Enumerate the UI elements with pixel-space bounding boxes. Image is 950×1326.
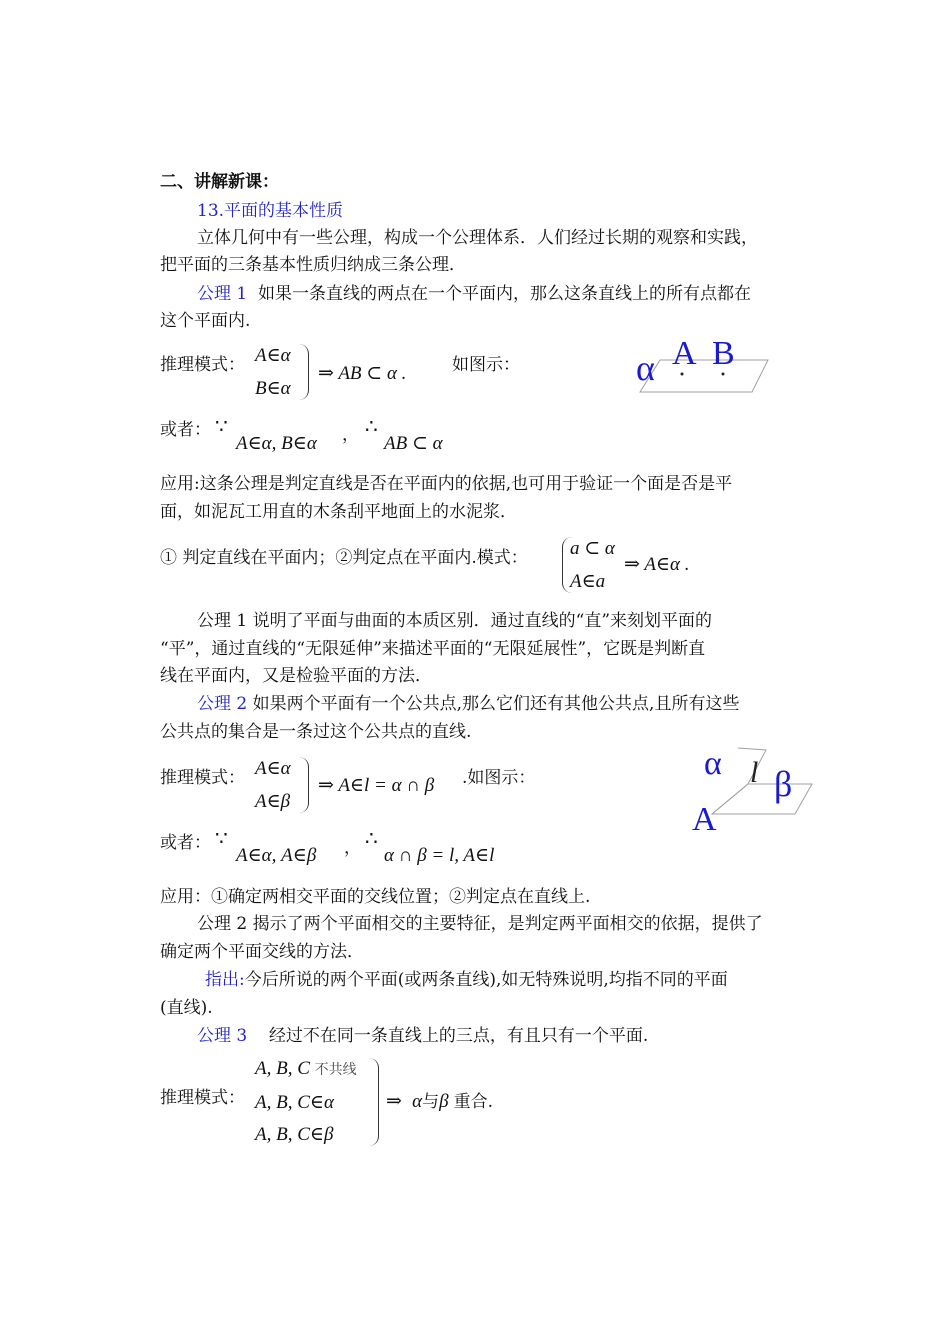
figure2-beta: β xyxy=(774,764,793,804)
axiom2-note-2: 确定两个平面交线的方法． xyxy=(160,942,364,962)
axiom2-text-1: 如果两个平面有一个公共点,那么它们还有其他公共点,且所有这些 xyxy=(252,694,740,714)
point-out-text: 今后所说的两个平面(或两条直线),如无特殊说明,均指不同的平面 xyxy=(244,970,728,990)
axiom1-or-conclusion: AB ⊂ α xyxy=(384,433,443,454)
axiom1-statement xyxy=(197,284,751,304)
because-symbol: ∵ xyxy=(215,416,228,438)
figure2-point-a-label: A xyxy=(692,801,717,835)
axiom2-label: 公理 2 xyxy=(197,694,248,714)
axiom3-premise-1 xyxy=(255,1058,357,1080)
axiom1-figure xyxy=(620,330,770,400)
axiom1-note-3: 线在平面内，又是检验平面的方法． xyxy=(160,666,432,686)
axiom1-note-2: “平”，通过直线的“无限延伸”来描述平面的“无限延展性”，它既是判断直 xyxy=(160,639,706,659)
axiom3-premise-3: A, B, C∈β xyxy=(255,1124,334,1145)
axiom1-application-1: 应用:这条公理是判定直线是否在平面内的依据,也可用于验证一个面是否是平 xyxy=(160,474,733,494)
figure2-line-l: l xyxy=(750,756,759,789)
figure1-point-b-label: B xyxy=(712,335,735,372)
point-out-label: 指出: xyxy=(205,970,245,990)
axiom1-mode-text: ① 判定直线在平面内；②判定点在平面内.模式： xyxy=(160,548,528,568)
section-heading: 二、讲解新课： xyxy=(160,172,279,192)
axiom2-or-premise: A∈α, A∈β xyxy=(236,845,317,866)
axiom3-reason-label: 推理模式： xyxy=(160,1088,245,1108)
axiom3-premise-1-note: 不共线 xyxy=(314,1063,357,1078)
point-out xyxy=(205,970,728,990)
intro-line-2: 把平面的三条基本性质归纳成三条公理． xyxy=(160,255,466,275)
therefore-symbol: ∴ xyxy=(365,416,378,438)
figure1-point-b xyxy=(722,373,725,376)
axiom2-or-label: 或者： xyxy=(160,833,211,853)
axiom1-conclusion: ⇒ AB ⊂ α . xyxy=(318,363,407,384)
axiom1-reason-label: 推理模式： xyxy=(160,355,245,375)
axiom3-statement xyxy=(197,1026,648,1046)
axiom1-or-premise: A∈α, B∈α xyxy=(236,433,317,454)
figure1-alpha: α xyxy=(636,348,655,388)
because-symbol-2: ∵ xyxy=(215,828,228,850)
axiom3-with: 与 xyxy=(422,1092,440,1112)
point-out-text-2: (直线). xyxy=(160,998,213,1018)
figure2-alpha: α xyxy=(704,745,722,782)
axiom2-figure xyxy=(690,740,820,835)
therefore-symbol-2: ∴ xyxy=(365,828,378,850)
axiom2-statement xyxy=(197,694,739,714)
axiom3-beta: β xyxy=(439,1091,449,1112)
axiom2-conclusion: ⇒ A∈l = α ∩ β xyxy=(318,775,435,796)
axiom1-or-comma: ， xyxy=(342,425,359,445)
axiom1-label: 公理 1 xyxy=(197,284,248,304)
axiom3-conclusion xyxy=(386,1090,493,1113)
axiom1-mode-premise-1: a ⊂ α xyxy=(570,538,615,559)
axiom3-coincide: 重合. xyxy=(453,1092,494,1112)
figure1-point-a-label: A xyxy=(672,335,697,372)
axiom3-alpha: α xyxy=(412,1091,423,1112)
axiom2-note-1: 公理 2 揭示了两个平面相交的主要特征，是判定两平面相交的依据，提供了 xyxy=(197,914,763,934)
axiom2-figure-label: .如图示： xyxy=(462,768,536,788)
axiom2-or-conclusion: α ∩ β = l, A∈l xyxy=(384,845,495,866)
axiom1-text-2: 这个平面内. xyxy=(160,311,251,331)
intro-line-1: 立体几何中有一些公理，构成一个公理体系．人们经过长期的观察和实践， xyxy=(197,228,758,248)
axiom2-premise-1: A∈α xyxy=(255,758,291,779)
axiom1-figure-label: 如图示： xyxy=(452,355,520,375)
axiom1-premise-1: A∈α xyxy=(255,345,291,366)
axiom1-application-2: 面，如泥瓦工用直的木条刮平地面上的水泥浆． xyxy=(160,502,517,522)
subsection-title: 13.平面的基本性质 xyxy=(197,201,344,221)
axiom2-reason-label: 推理模式： xyxy=(160,768,245,788)
axiom1-mode-conclusion: ⇒ A∈α . xyxy=(624,554,690,575)
axiom2-or-comma: ， xyxy=(344,838,361,858)
axiom2-text-2: 公共点的集合是一条过这个公共点的直线. xyxy=(160,722,472,742)
axiom1-note-1: 公理 1 说明了平面与曲面的本质区别．通过直线的“直”来刻划平面的 xyxy=(197,611,713,631)
axiom3-arrow: ⇒ xyxy=(386,1091,402,1112)
axiom2-premise-2: A∈β xyxy=(255,791,291,812)
axiom1-or-label: 或者： xyxy=(160,420,211,440)
axiom3-label: 公理 3 xyxy=(197,1026,248,1046)
axiom1-mode-premise-2: A∈a xyxy=(570,571,606,592)
axiom3-text: 经过不在同一条直线上的三点，有且只有一个平面. xyxy=(268,1026,649,1046)
axiom1-premise-2: B∈α xyxy=(255,378,291,399)
axiom3-premise-2: A, B, C∈α xyxy=(255,1092,334,1113)
figure1-point-a xyxy=(681,373,684,376)
axiom2-application: 应用：①确定两相交平面的交线位置；②判定点在直线上. xyxy=(160,887,591,907)
axiom1-text-1: 如果一条直线的两点在一个平面内，那么这条直线上的所有点都在 xyxy=(258,284,752,304)
axiom3-premise-1-math: A, B, C xyxy=(255,1058,310,1079)
